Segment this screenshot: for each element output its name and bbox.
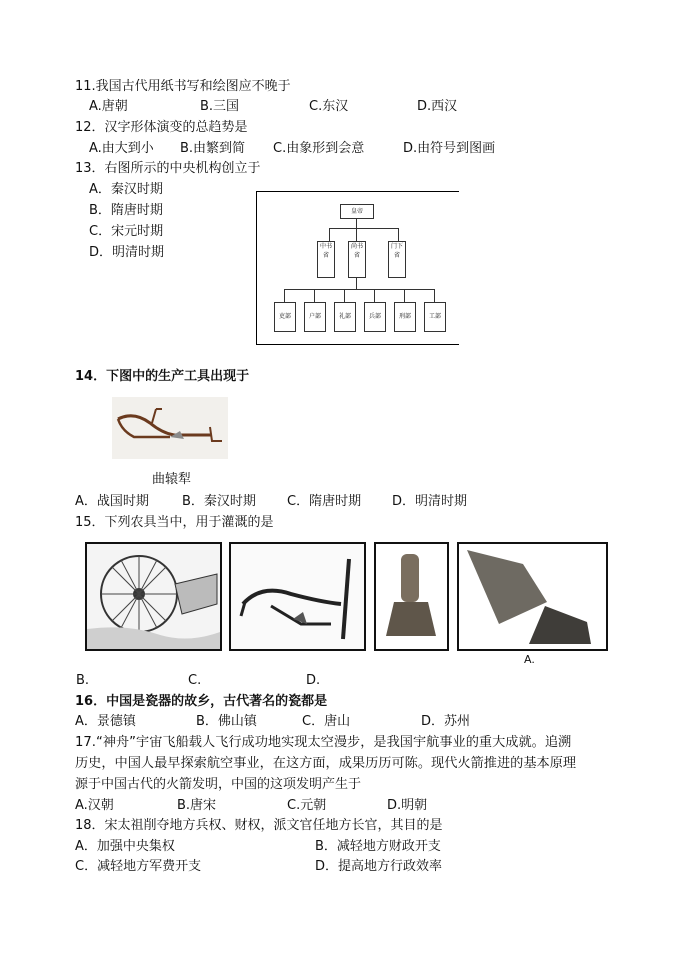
org-menxia-box: 门下省: [388, 241, 406, 278]
q13-option-c: C．宋元时期: [89, 224, 164, 239]
q18-option-b: B．减轻地方财政开支: [315, 839, 441, 854]
curved-plough-image: [112, 397, 228, 459]
org-li-bu-rites-box: 礼部: [334, 302, 356, 332]
q12-option-b: B.由繁到简: [180, 141, 246, 156]
org-emperor-box: 皇帝: [340, 204, 374, 219]
q11-stem: 11.我国古代用纸书写和绘图应不晚于: [75, 79, 291, 94]
org-bing-bu-box: 兵部: [364, 302, 386, 332]
q17-line-1: 17.“神舟”宇宙飞船载人飞行成功地实现太空漫步，是我国宇航事业的重大成就。追溯: [75, 735, 572, 750]
q14-option-b: B．秦汉时期: [182, 494, 256, 509]
q11-option-d: D.西汉: [417, 99, 458, 114]
org-chart: [256, 191, 459, 344]
q16-option-c: C．唐山: [302, 714, 351, 729]
q15-label-a: A.: [524, 653, 535, 666]
plough-diagram-image: [229, 542, 366, 651]
q16-option-d: D．苏州: [421, 714, 471, 729]
q16-option-a: A．景德镇: [75, 714, 136, 729]
q13-option-b: B．隋唐时期: [89, 203, 163, 218]
q14-stem: 14．下图中的生产工具出现于: [75, 369, 250, 384]
q11-option-b: B.三国: [200, 99, 240, 114]
q12-option-c: C.由象形到会意: [273, 141, 365, 156]
q17-option-c: C.元朝: [287, 798, 327, 813]
q16-option-b: B．佛山镇: [196, 714, 257, 729]
iron-tool-image: [374, 542, 449, 651]
q11-option-a: A.唐朝: [89, 99, 128, 114]
q15-stem: 15．下列农具当中，用于灌溉的是: [75, 515, 274, 530]
q15-label-d: D.: [306, 673, 321, 688]
q12-option-d: D.由符号到图画: [403, 141, 496, 156]
iron-plough-share-image: [457, 542, 608, 651]
q18-option-c: C．减轻地方军费开支: [75, 859, 202, 874]
q15-label-c: C.: [188, 673, 202, 688]
org-gong-bu-box: 工部: [424, 302, 446, 332]
q17-option-a: A.汉朝: [75, 798, 114, 813]
q12-option-a: A.由大到小: [89, 141, 154, 156]
q17-line-2: 历史，中国人最早探索航空事业，在这方面，成果历历可陈。现代火箭推进的基本原理: [75, 756, 577, 771]
q13-option-a: A．秦汉时期: [89, 182, 163, 197]
org-li-bu-box: 吏部: [274, 302, 296, 332]
q17-option-b: B.唐宋: [177, 798, 217, 813]
q18-stem: 18．宋太祖削夺地方兵权、财权，派文官任地方长官，其目的是: [75, 818, 443, 833]
q11-option-c: C.东汉: [309, 99, 349, 114]
q13-option-d: D．明清时期: [89, 245, 165, 260]
org-shangshu-box: 尚书省: [348, 241, 366, 278]
q15-label-b: B.: [76, 673, 90, 688]
q18-option-d: D．提高地方行政效率: [315, 859, 443, 874]
q13-stem: 13．右图所示的中央机构创立于: [75, 161, 261, 176]
q14-option-a: A．战国时期: [75, 494, 149, 509]
q17-line-3: 源于中国古代的火箭发明，中国的这项发明产生于: [75, 777, 362, 792]
q16-stem: 16．中国是瓷器的故乡，古代著名的瓷都是: [75, 694, 328, 709]
waterwheel-image: [85, 542, 222, 651]
q14-caption: 曲辕犁: [152, 472, 192, 487]
org-xing-bu-box: 刑部: [394, 302, 416, 332]
org-zhongshu-box: 中书省: [317, 241, 335, 278]
q14-option-c: C．隋唐时期: [287, 494, 362, 509]
q14-option-d: D．明清时期: [392, 494, 468, 509]
q12-stem: 12．汉字形体演变的总趋势是: [75, 120, 248, 135]
q18-option-a: A．加强中央集权: [75, 839, 175, 854]
org-hu-bu-box: 户部: [304, 302, 326, 332]
q17-option-d: D.明朝: [387, 798, 428, 813]
